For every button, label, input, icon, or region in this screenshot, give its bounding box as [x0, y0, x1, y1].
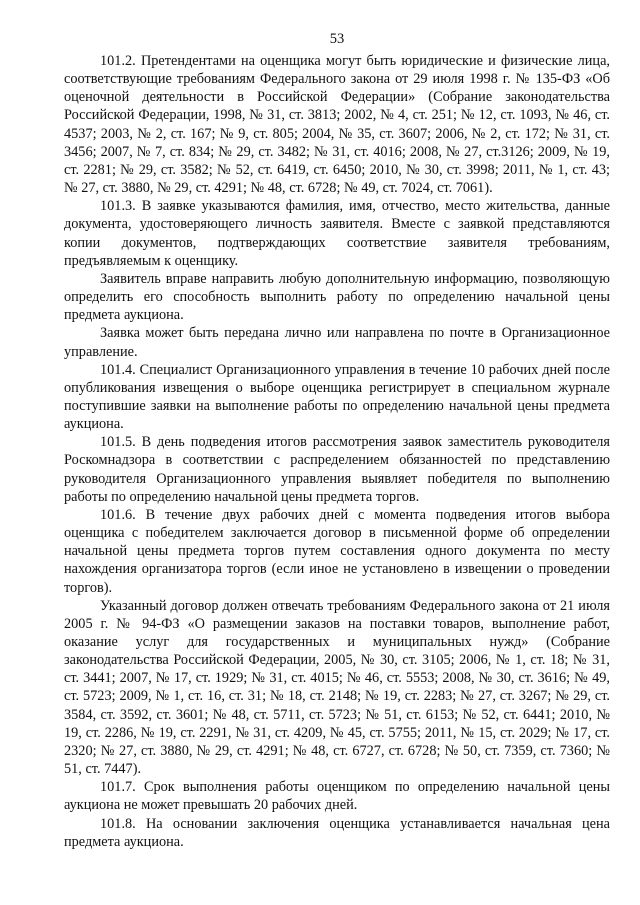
paragraph-applicant-info: Заявитель вправе направить любую дополнительную информацию, позволяющую определить его способность выполнить работу по определению начальной цены предмета аукциона.	[64, 270, 610, 324]
paragraph-101-7: 101.7. Срок выполнения работы оценщиком по определению начальной цены аукциона не может превышать 20 рабочих дней.	[64, 779, 610, 814]
paragraph-101-3: 101.3. В заявке указываются фамилия, имя, отчество, место жительства, данные документа, удостоверяющего личность заявителя. Вместе с заявкой представляются копии документов, подтверждающих соответствие заявителя требованиям, предъявляемым к оценщику.	[64, 198, 610, 269]
page-number: 53	[329, 31, 345, 47]
document-page	[64, 30, 610, 851]
paragraph-101-4: 101.4. Специалист Организационного управления в течение 10 рабочих дней после опубликования извещения о выборе оценщика регистрирует в специальном журнале поступившие заявки на выполнение работы по определению начальной цены предмета аукциона.	[64, 361, 610, 433]
paragraph-application-delivery: Заявка может быть передана лично или направлена по почте в Организационное управление.	[64, 325, 610, 360]
paragraph-101-8: 101.8. На основании заключения оценщика устанавливается начальная цена предмета аукциона.	[64, 815, 610, 850]
paragraph-contract-requirements: Указанный договор должен отвечать требованиям Федерального закона от 21 июля 2005 г. № 94-ФЗ «О размещении заказов на поставки товаров, выполнение работ, оказание услуг для государственных и муниципальных нужд» (Собрание законодательства Российской Федерации, 2005, № 30, ст. 3105; 2006, № 1, ст. 18; № 31, ст. 3441; 2007, № 17, ст. 1929; № 31, ст. 4015; № 46, ст. 5553; 2008, № 30, ст. 3616; № 49, ст. 5723; 2009, № 1, ст. 16, ст. 31; № 18, ст. 2148; № 19, ст. 2283; № 27, ст. 3267; № 29, ст. 3584, ст. 3592, ст. 3601; № 48, ст. 5711, ст. 5723; № 51, ст. 6153; № 52, ст. 6441; 2010, № 19, ст. 2286, № 19, ст. 2291, № 31, ст. 4209, № 45, ст. 5755; 2011, № 15, ст. 2029; № 17, ст. 2320; № 27, ст. 3880, № 29, ст. 4291; № 48, ст. 6727, ст. 6728; № 50, ст. 7359, ст. 7360; № 51, ст. 7447).	[64, 597, 610, 778]
paragraph-101-6: 101.6. В течение двух рабочих дней с момента подведения итогов выбора оценщика с победителем заключается договор в письменной форме об определении начальной цены предмета торгов путем составления одного документа по месту нахождения организатора торгов (если иное не установлено в извещении о проведении торгов).	[64, 506, 610, 596]
paragraph-101-5: 101.5. В день подведения итогов рассмотрения заявок заместитель руководителя Роскомнадзора в соответствии с распределением обязанностей по представлению руководителя Организационного управления выявляет победителя по выполнению работы по определению начальной цены предмета торгов.	[64, 434, 610, 505]
paragraph-101-2: 101.2. Претендентами на оценщика могут быть юридические и физические лица, соответствующие требованиям Федерального закона от 29 июля 1998 г. № 135-ФЗ «Об оценочной деятельности в Российской Федерации» (Собрание законодательства Российской Федерации, 1998, № 31, ст. 3813; 2002, № 4, ст. 251; № 12, ст. 1093, № 46, ст. 4537; 2003, № 2, ст. 167; № 9, ст. 805; 2004, № 35, ст. 3607; 2006, № 2, ст. 172; № 31, ст. 3456; 2007, № 7, ст. 834; № 29, ст. 3482; № 31, ст. 4016; 2008, № 27, ст.3126; 2009, № 19, ст. 2281; № 29, ст. 3582; № 52, ст. 6419, ст. 6450; 2010, № 30, ст. 3998; 2011, № 1, ст. 43; № 27, ст. 3880, № 29, ст. 4291; № 48, ст. 6728; № 49, ст. 7024, ст. 7061).	[64, 53, 610, 197]
